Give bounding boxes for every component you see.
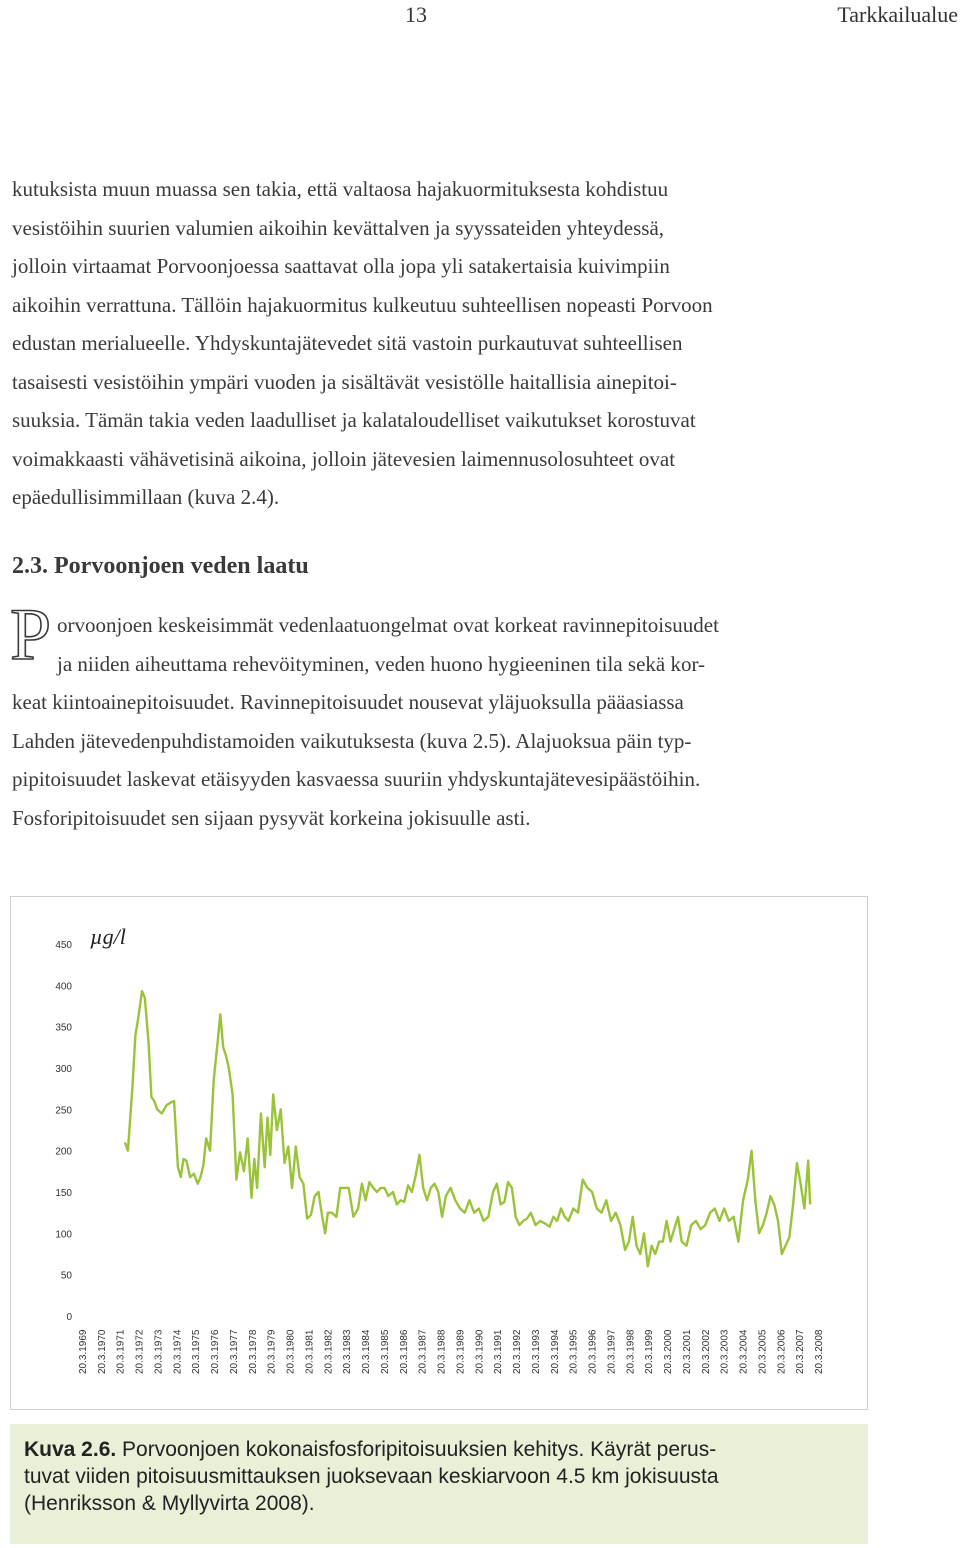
- x-tick-label: 20.3.2008: [814, 1329, 825, 1374]
- text-line: jolloin virtaamat Porvoonjoessa saattavat olla jopa yli satakertaisia kuivimpiin: [12, 254, 670, 278]
- x-tick-label: 20.3.1996: [587, 1329, 599, 1374]
- y-tick-label: 400: [55, 981, 72, 993]
- x-tick-label: 20.3.1987: [417, 1329, 429, 1374]
- x-tick-label: 20.3.2002: [700, 1329, 712, 1374]
- page-number: 13: [405, 2, 427, 27]
- text-line: keat kiintoainepitoisuudet. Ravinnepitoisuudet nousevat yläjuoksulla pääasiassa: [12, 690, 684, 714]
- x-tick-label: 20.3.2006: [776, 1329, 788, 1374]
- x-tick-label: 20.3.1983: [342, 1329, 354, 1374]
- x-tick-label: 20.3.1984: [361, 1329, 373, 1374]
- y-tick-label: 150: [55, 1188, 72, 1199]
- x-tick-label: 20.3.1971: [115, 1329, 127, 1374]
- y-tick-label: 300: [55, 1064, 72, 1075]
- x-tick-label: 20.3.1997: [606, 1329, 618, 1374]
- x-tick-label: 20.3.1988: [436, 1329, 448, 1374]
- series-line: [125, 991, 810, 1266]
- y-tick-label: 350: [55, 1022, 72, 1034]
- drop-cap: P: [10, 594, 52, 676]
- x-tick-label: 20.3.1994: [549, 1329, 561, 1374]
- x-tick-label: 20.3.1992: [512, 1329, 524, 1374]
- x-tick-label: 20.3.1979: [266, 1329, 278, 1374]
- x-tick-label: 20.3.2000: [663, 1329, 675, 1374]
- text-line: vesistöihin suurien valumien aikoihin kevättalven ja syyssateiden yhteydessä,: [12, 215, 665, 240]
- y-tick-label: 50: [60, 1270, 72, 1282]
- caption-line: tuvat viiden pitoisuusmittauksen juoksevaan keskiarvoon 4.5 km jokisuusta: [24, 1465, 719, 1488]
- text-line: edustan merialueelle. Yhdyskuntajätevedet sitä vastoin purkautuvat suhteellisen: [12, 331, 683, 355]
- y-tick-label: 0: [66, 1312, 72, 1323]
- x-tick-label: 20.3.1969: [78, 1329, 89, 1374]
- phosphorus-chart: [10, 896, 868, 1410]
- x-tick-label: 20.3.1975: [191, 1329, 203, 1374]
- x-tick-label: 20.3.2004: [738, 1329, 750, 1374]
- text-line: Lahden jätevedenpuhdistamoiden vaikutuksesta (kuva 2.5). Alajuoksua päin typ-: [12, 728, 692, 753]
- text-line: suuksia. Tämän takia veden laadulliset ja kalataloudelliset vaikutukset korostuvat: [12, 408, 696, 432]
- y-axis-ticks: [55, 940, 72, 1323]
- x-tick-label: 20.3.1985: [379, 1329, 391, 1374]
- x-tick-label: 20.3.1974: [172, 1329, 184, 1374]
- x-tick-label: 20.3.1976: [210, 1329, 222, 1374]
- x-tick-label: 20.3.1991: [493, 1329, 505, 1374]
- y-tick-label: 450: [55, 940, 72, 951]
- x-tick-label: 20.3.1999: [644, 1329, 656, 1374]
- x-tick-label: 20.3.1977: [228, 1329, 240, 1374]
- x-tick-label: 20.3.1986: [398, 1329, 410, 1374]
- x-tick-label: 20.3.2001: [681, 1329, 693, 1374]
- y-tick-label: 200: [55, 1146, 72, 1158]
- caption-label: Kuva 2.6.: [24, 1438, 117, 1461]
- text-line: epäedullisimmillaan (kuva 2.4).: [12, 485, 280, 509]
- section-heading: 2.3. Porvoonjoen veden laatu: [12, 553, 309, 579]
- text-line: orvoonjoen keskeisimmät vedenlaatuongelmat ovat korkeat ravinnepitoisuudet: [57, 613, 719, 637]
- text-line: kutuksista muun muassa sen takia, että valtaosa hajakuormituksesta kohdistuu: [12, 177, 669, 201]
- caption-line: Porvoonjoen kokonaisfosforipitoisuuksien kehitys. Käyrät perus-: [116, 1438, 717, 1461]
- x-tick-label: 20.3.1990: [474, 1329, 486, 1374]
- figure-caption: [10, 1424, 868, 1544]
- text-line: aikoihin verrattuna. Tällöin hajakuormitus kulkeutuu suhteellisen nopeasti Porvoon: [12, 292, 713, 317]
- x-tick-label: 20.3.1978: [247, 1329, 259, 1374]
- x-tick-label: 20.3.1981: [304, 1329, 316, 1374]
- x-axis-ticks: [78, 1329, 825, 1374]
- x-tick-label: 20.3.1972: [134, 1329, 146, 1374]
- x-tick-label: 20.3.1973: [153, 1329, 165, 1374]
- text-line: Fosforipitoisuudet sen sijaan pysyvät korkeina jokisuulle asti.: [12, 805, 531, 830]
- caption-line: (Henriksson & Myllyvirta 2008).: [24, 1492, 315, 1515]
- x-tick-label: 20.3.2003: [719, 1329, 731, 1374]
- section-header: Tarkkailualue: [837, 2, 958, 27]
- text-line: tasaisesti vesistöihin ympäri vuoden ja sisältävät vesistölle haitallisia ainepitoi-: [12, 369, 677, 394]
- body-paragraph-2: [12, 683, 862, 837]
- y-tick-label: 250: [55, 1105, 72, 1117]
- caption-text: [24, 1436, 854, 1517]
- x-tick-label: 20.3.1993: [530, 1329, 542, 1374]
- x-tick-label: 20.3.1989: [455, 1329, 467, 1374]
- x-tick-label: 20.3.2005: [757, 1329, 769, 1374]
- y-axis-unit-label: µg/l: [90, 924, 126, 949]
- body-paragraph-1: [12, 170, 862, 517]
- x-tick-label: 20.3.1995: [568, 1329, 580, 1374]
- y-tick-label: 100: [55, 1229, 72, 1241]
- body-paragraph-2-opening: [57, 606, 867, 683]
- x-tick-label: 20.3.1998: [625, 1329, 637, 1374]
- x-tick-label: 20.3.1982: [323, 1329, 335, 1374]
- x-tick-label: 20.3.1980: [285, 1329, 297, 1374]
- text-line: pipitoisuudet laskevat etäisyyden kasvaessa suuriin yhdyskuntajätevesipäästöihin.: [12, 767, 701, 791]
- text-line: voimakkaasti vähävetisinä aikoina, jolloin jätevesien laimennusolosuhteet ovat: [12, 446, 676, 471]
- x-tick-label: 20.3.1970: [96, 1329, 108, 1374]
- text-line: ja niiden aiheuttama rehevöityminen, veden huono hygieeninen tila sekä kor-: [57, 651, 706, 676]
- x-tick-label: 20.3.2007: [795, 1329, 807, 1374]
